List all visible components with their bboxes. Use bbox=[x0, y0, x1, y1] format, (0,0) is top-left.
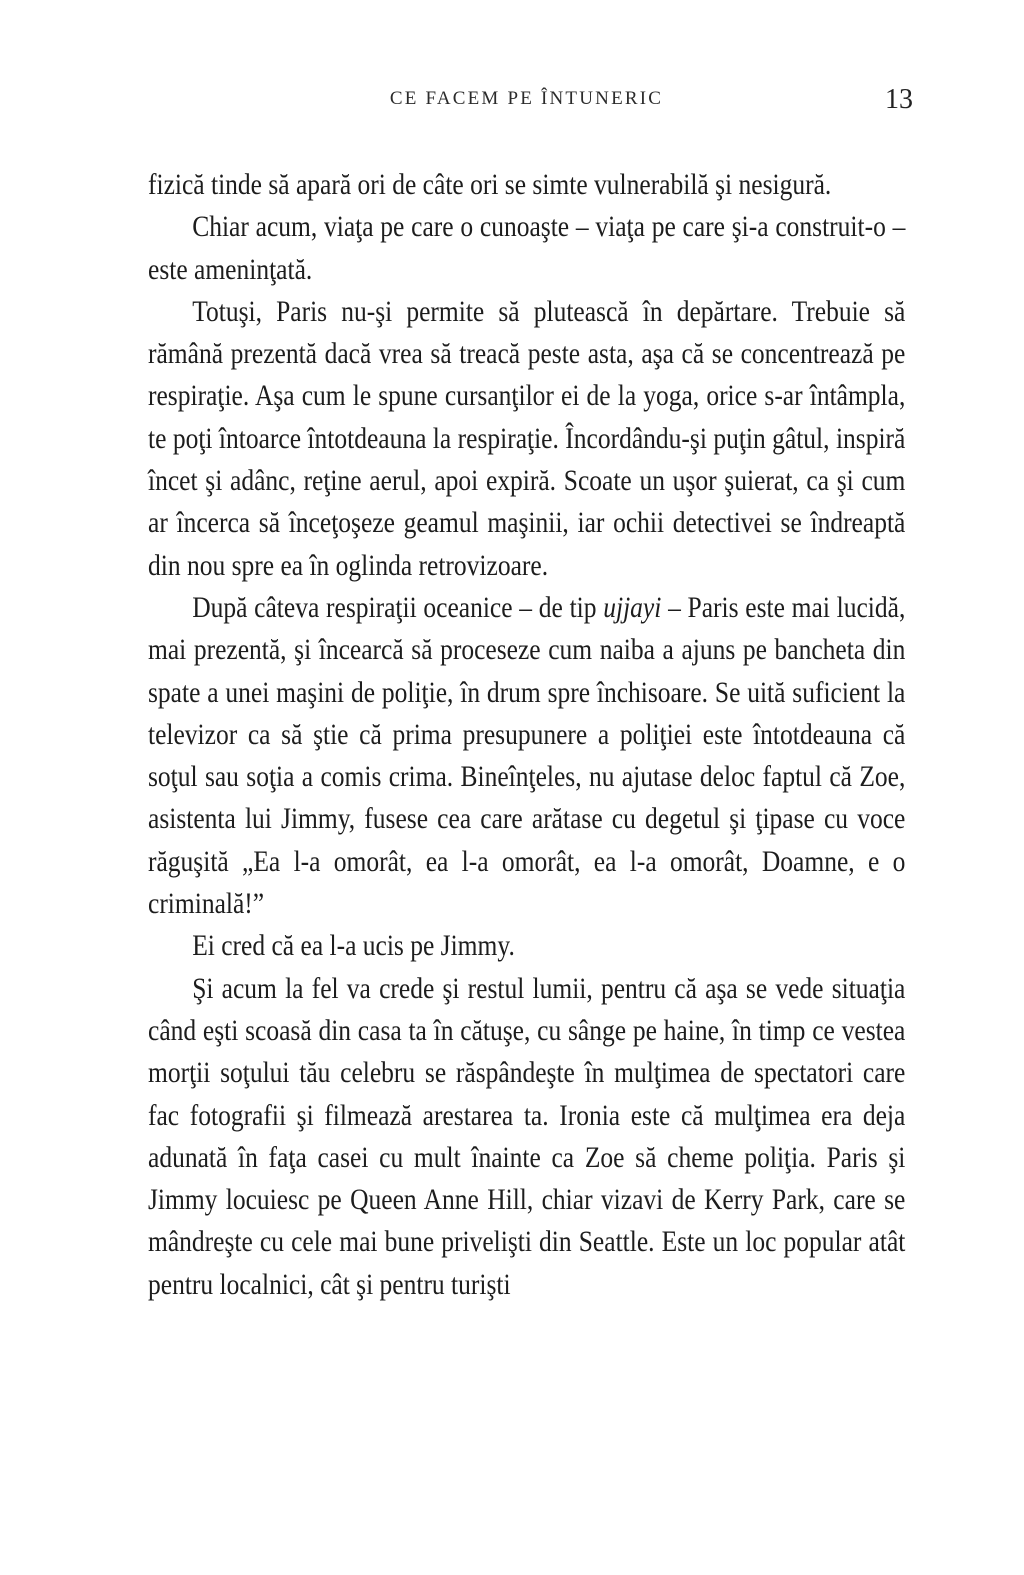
text-run: fizică tinde să apară ori de câte ori se simte vulnerabilă şi nesigură. bbox=[148, 168, 832, 201]
text-run: Chiar acum, viaţa pe care o cunoaşte – viaţa pe care şi-a construit-o – este ameninţată. bbox=[148, 210, 906, 286]
text-run: – Paris este mai lucidă, mai prezentă, şi încearcă să proceseze cum naiba a ajuns pe bancheta din spate a unei maşini de poliţie, în drum spre închisoare. Se uită suficient la televizor ca să ştie că prima presupunere a poliţiei este întotdeauna că soţul sau soţia a comis crima. Bineînţeles, nu ajutase deloc faptul că Zoe, asistenta lui Jimmy, fusese cea care arătase cu degetul şi ţipase cu voce răguşită „Ea l-a omorât, ea l-a omorât, ea l-a omorât, Doamne, e o criminală!” bbox=[148, 590, 906, 921]
paragraph bbox=[148, 925, 905, 967]
running-header bbox=[148, 84, 913, 115]
body-text bbox=[148, 164, 905, 1306]
page-number: 13 bbox=[885, 84, 913, 115]
paragraph bbox=[148, 291, 905, 587]
text-run: Şi acum la fel va crede şi restul lumii, pentru că aşa se vede situaţia când eşti scoasă din casa ta în cătuşe, cu sânge pe haine, în timp ce vestea morţii soţului tău celebru se răspândeşte în mulţimea de spectatori care fac fotografii şi filmează arestarea ta. Ironia este că mulţimea era deja adunată în faţa casei cu mult înainte ca Zoe să cheme poliţia. Paris şi Jimmy locuiesc pe Queen Anne Hill, chiar vizavi de Kerry Park, care se mândreşte cu cele mai bune privelişti din Seattle. Este un loc popular atât pentru localnici, cât şi pentru turişti bbox=[148, 971, 906, 1301]
paragraph bbox=[148, 587, 905, 925]
text-run: După câteva respiraţii oceanice – de tip bbox=[192, 590, 604, 624]
text-run: Ei cred că ea l-a ucis pe Jimmy. bbox=[192, 929, 515, 963]
italic-term: ujjayi bbox=[603, 590, 662, 624]
paragraph bbox=[148, 206, 905, 291]
paragraph bbox=[148, 968, 905, 1306]
text-run: Totuşi, Paris nu-şi permite să plutească în depărtare. Trebuie să rămână prezentă dacă vrea să treacă peste asta, aşa că se concentrează pe respiraţie. Aşa cum le spune cursanţilor ei de la yoga, orice s-ar întâmpla, te poţi întoarce întotdeauna la respiraţie. Încordându-şi puţin gâtul, inspiră încet şi adânc, reţine aerul, apoi expiră. Scoate un uşor şuierat, ca şi cum ar încerca să înceţoşeze geamul maşinii, iar ochii detectivei se îndreaptă din nou spre ea în oglinda retrovizoare. bbox=[148, 294, 906, 582]
paragraph bbox=[148, 164, 905, 206]
running-header-title: CE FACEM PE ÎNTUNERIC bbox=[389, 88, 664, 109]
